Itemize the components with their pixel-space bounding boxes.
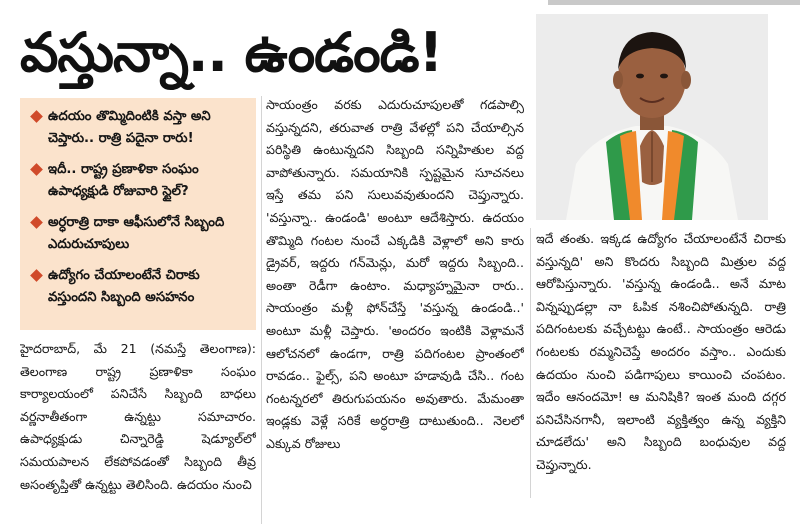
article-paragraph: సాయంత్రం వరకు ఎదురుచూపులతో గడపాల్సి వస్తున్నదని, తరువాత రాత్రి వేళల్లో పని చేయాల్సిన పరిస్థితి ఉంటున్నదని సిబ్బంది సన్నిహితుల వద్ద వాపోతున్నారు. సమయానికి స్పష్టమైన సూచనలు ఇస్తే తమ పని సులువవుతుందని చెప్తున్నారు. 'వస్తున్నా.. ఉండండి' అంటూ ఆదేశిస్తారు. ఉదయం తొమ్మిది గంటల నుంచే ఎక్కడికి వెళ్లాలో అని కారు డ్రైవర్, ఇద్దరు గన్‌మెన్లు, మరో ఇద్దరు సిబ్బంది.. అంతా రెడీగా ఉంటాం. మధ్యాహ్నమైనా రారు.. సాయంత్రం మళ్లీ ఫోన్‌చేస్తే 'వస్తున్న ఉండండి..' అంటూ మళ్లీ చెప్తారు. 'అందరం ఇంటికి వెళ్లామనే ఆలోచనలో ఉండగా, రాత్రి పదిగంటల ప్రాంతంలో రావడం.. ఫైల్స్, పని అంటూ హడావుడి చేసి.. గంట గంటన్నరలో తిరుగుపయనం అవుతారు. మేమంతా ఇండ్లకు వెళ్లే సరికే అర్ధరాత్రి దాటుతుంది.. నెలలో ఎక్కువ రోజులు (266, 97, 524, 451)
diamond-bullet-icon (30, 216, 43, 229)
column-divider (530, 228, 531, 498)
highlight-item (32, 159, 250, 203)
person-photo (536, 14, 768, 220)
article-paragraph: హైదరాబాద్, మే 21 (నమస్తే తెలంగాణ): తెలంగాణ రాష్ట్ర ప్రణాళికా సంఘం కార్యాలయంలో పనిచేసే సిబ్బంది బాధలు వర్ణనాతీతంగా ఉన్నట్టు సమాచారం. ఉపాధ్యక్షుడు చిన్నారెడ్డి షెడ్యూల్‌లో సమయపాలన లేకపోవడంతో సిబ్బంది తీవ్ర అసంతృప్తితో ఉన్నట్టు తెలిసింది. ఉదయం నుంచి (20, 341, 256, 492)
diamond-bullet-icon (30, 163, 43, 176)
highlight-item (32, 212, 250, 256)
article-column-2 (266, 94, 524, 524)
highlight-item (32, 106, 250, 150)
diamond-bullet-icon (30, 269, 43, 282)
column-divider (261, 96, 262, 524)
highlight-item (32, 265, 250, 309)
article-column-3 (536, 228, 786, 498)
article-paragraph: ఇదే తంతు. ఇక్కడ ఉద్యోగం చేయాలంటేనే చిరాకు వస్తున్నది' అని కొందరు సిబ్బంది మిత్రుల వద్ద ఆరోపిస్తున్నారు. 'వస్తున్న ఉండండి.. అనే మాట విన్నప్పుడల్లా నా ఓపిక నశించిపోతున్నది. రాత్రి పదిగంటలకు వచ్చేటట్టు ఉంటే.. సాయంత్రం ఆరెడు గంటలకు రమ్మనిచెప్తే అందరం వస్తాం.. ఎందుకు ఉదయం నుంచి పడిగాపులు కాయించి చంపటం. ఇదేం ఆనందమో! ఆ మనిషికి? ఇంత మంది దగ్గర పనిచేసినగానీ, ఇలాంటి వ్యక్తిత్వం ఉన్న వ్యక్తిని చూడలేదు' అని సిబ్బంది బంధువుల వద్ద చెప్తున్నారు. (536, 231, 786, 472)
article-column-1 (20, 338, 256, 524)
highlight-text: ఉదయం తొమ్మిదింటికి వస్తా అని చెప్తారు.. రాత్రి పదైనా రారు! (48, 109, 211, 146)
highlight-text: అర్ధరాత్రి దాకా ఆఫీసులోనే సిబ్బంది ఎదురుచూపులు (48, 215, 225, 252)
top-gray-strip (548, 0, 800, 5)
highlight-text: ఉద్యోగం చేయాలంటేనే చిరాకు వస్తుందని సిబ్బంది అసహనం (48, 268, 200, 305)
portrait-illustration (536, 14, 768, 220)
highlights-box (20, 98, 256, 330)
highlight-text: ఇదీ.. రాష్ట్ర ప్రణాళికా సంఘం ఉపాధ్యక్షుడి రోజువారి స్టైల్? (48, 162, 199, 199)
headline: వస్తున్నా.. ఉండండి! (20, 21, 443, 84)
diamond-bullet-icon (30, 110, 43, 123)
